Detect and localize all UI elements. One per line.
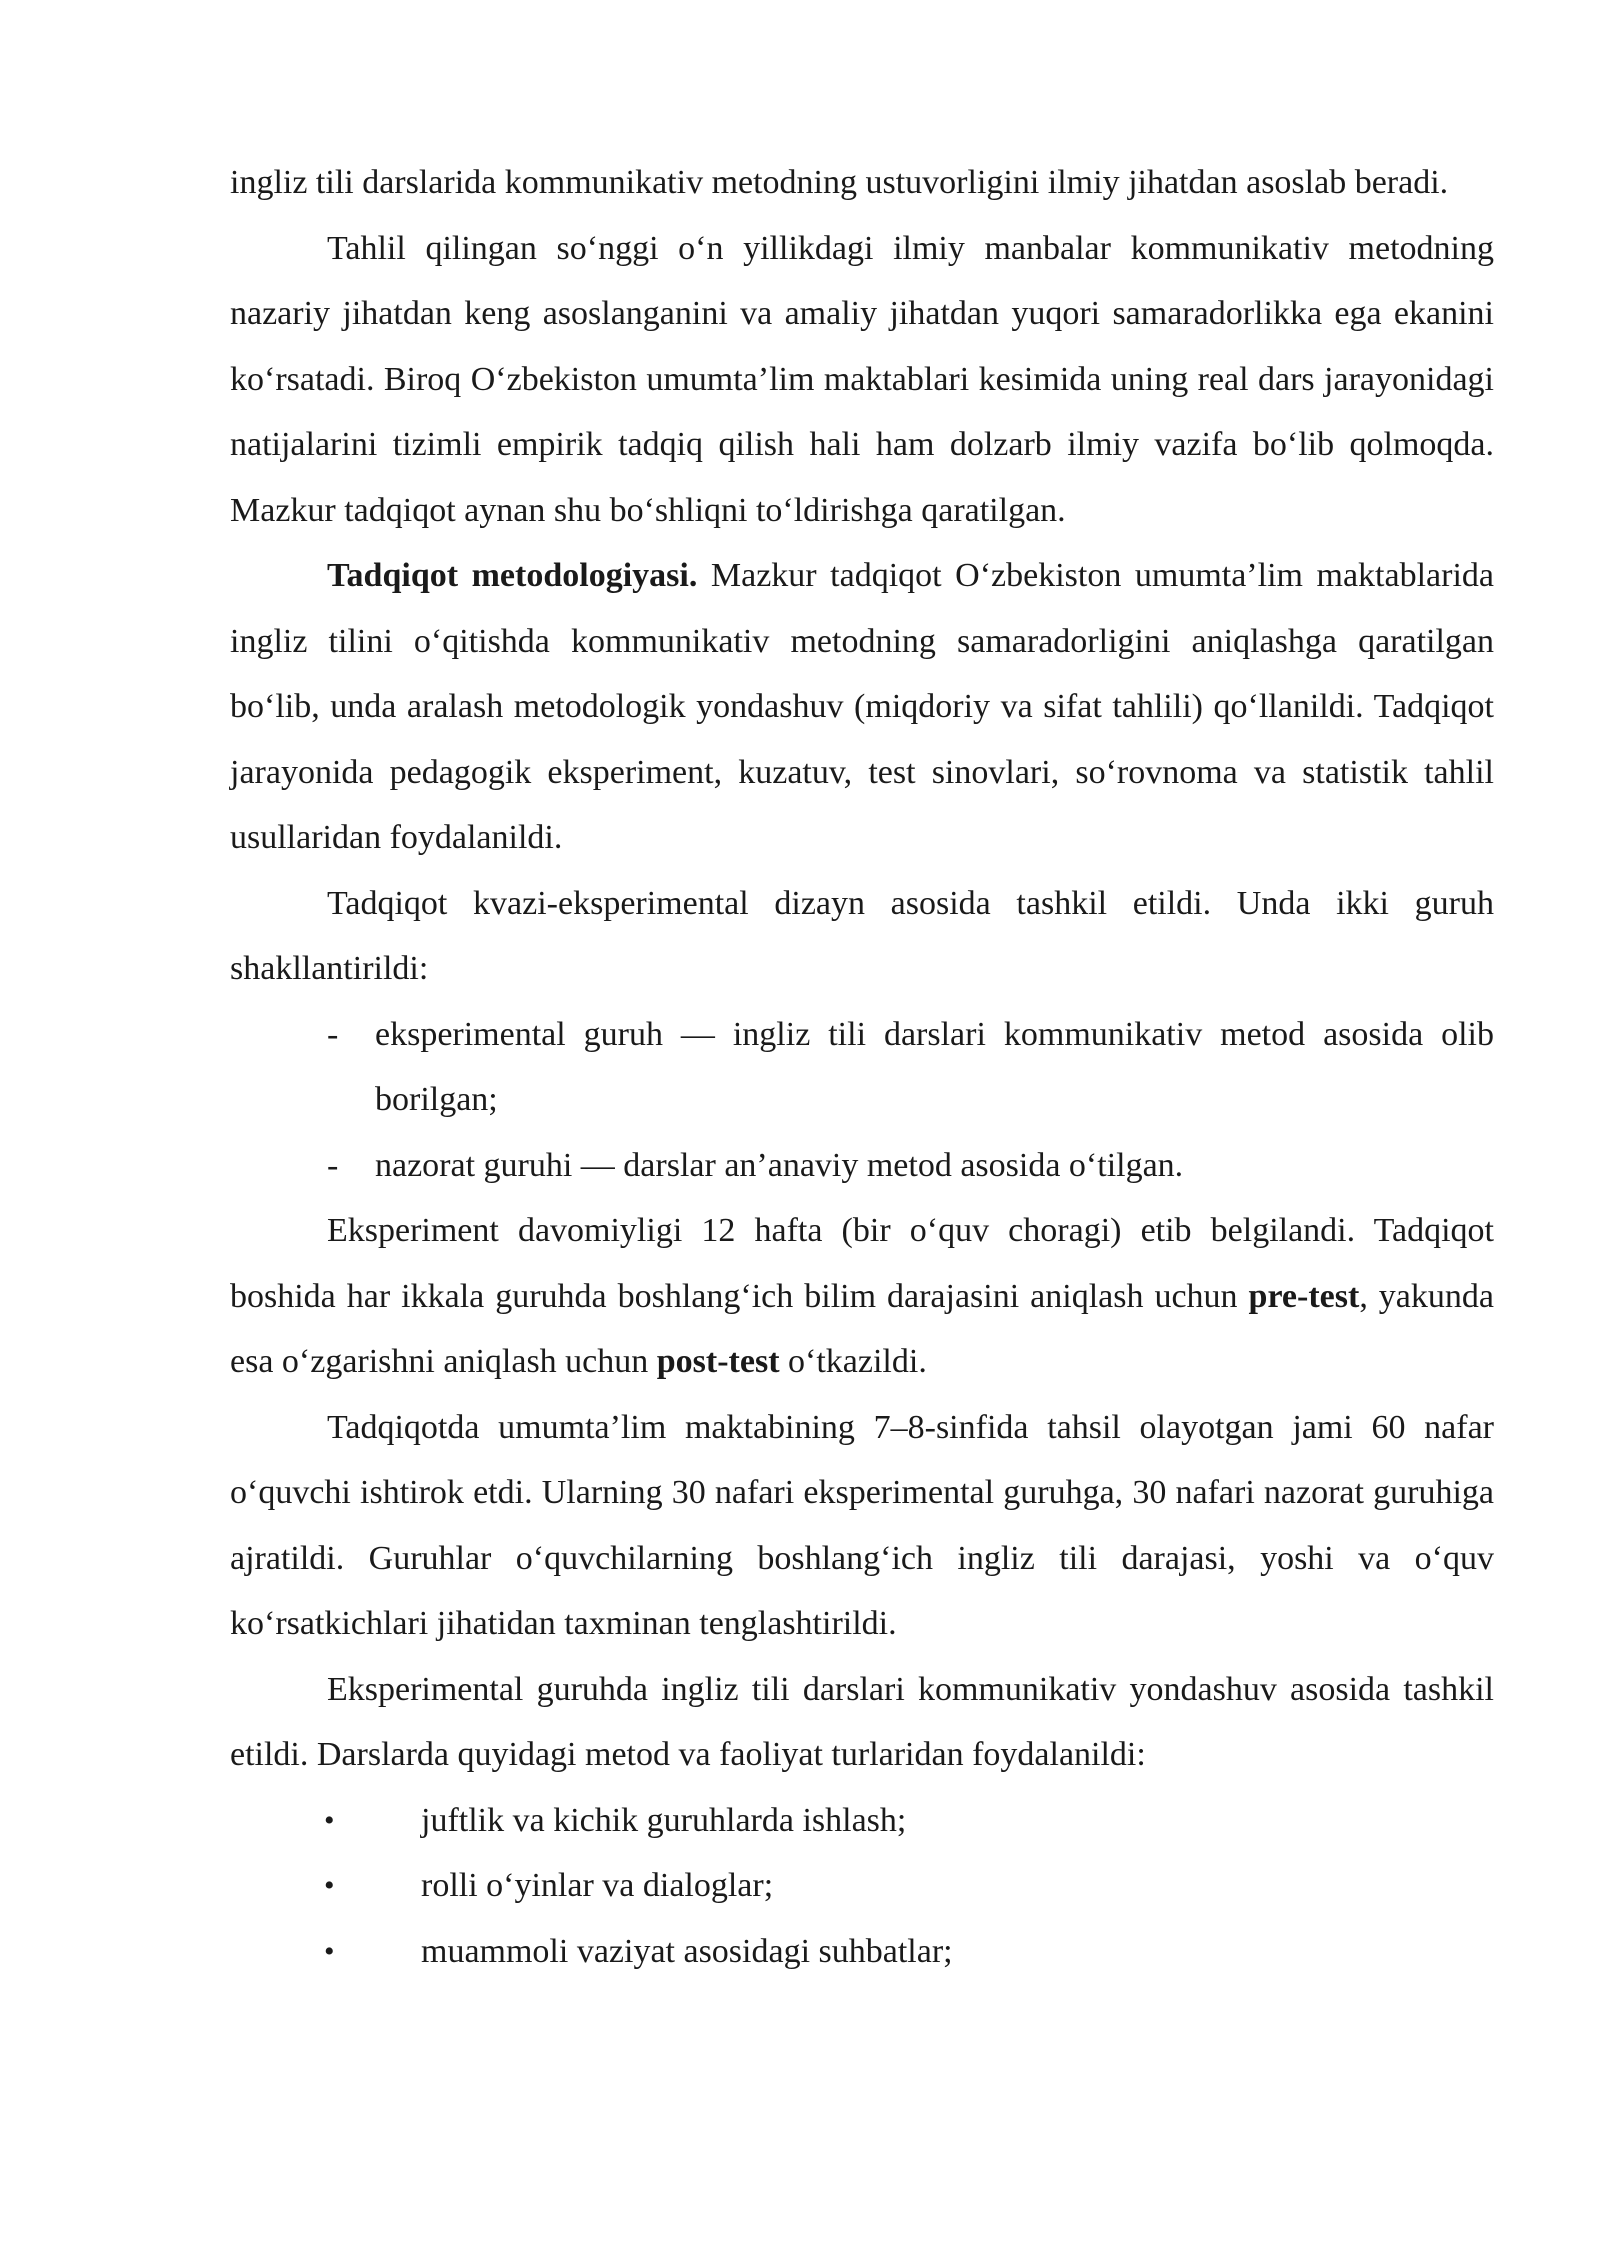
list-item — [230, 1919, 1494, 1985]
methodology-text: Mazkur tadqiqot O‘zbekiston umumta’lim maktablarida ingliz tilini o‘qitishda kommunikativ metodning samaradorligini aniqlashga qaratilgan bo‘lib, unda aralash metodologik yondashuv (miqdoriy va sifat tahlili) qo‘llanildi. Tadqiqot jarayonida pedagogik eksperiment, kuzatuv, test sinovlari, so‘rovnoma va statistik tahlil usullaridan foydalanildi. — [230, 557, 1494, 856]
bullet-marker: • — [324, 1934, 335, 1968]
list-item-text: eksperimental guruh — ingliz tili darslari kommunikativ metod asosida olib borilgan; — [375, 1015, 1494, 1118]
duration-text: o‘tkazildi. — [779, 1343, 927, 1380]
paragraph-design: Tadqiqot kvazi-eksperimental dizayn asosida tashkil etildi. Unda ikki guruh shakllantirildi: — [230, 884, 1494, 987]
paragraph-participants: Tadqiqotda umumta’lim maktabining 7–8-sinfida tahsil olayotgan jami 60 nafar o‘quvchi ishtirok etdi. Ularning 30 nafari eksperimental guruhga, 30 nafari nazorat guruhiga ajratildi. Guruhlar o‘quvchilarning boshlang‘ich ingliz tili darajasi, yoshi va o‘quv ko‘rsatkichlari jihatidan taxminan tenglashtirildi. — [230, 1408, 1494, 1642]
paragraph-methodology — [230, 543, 1494, 871]
bullet-marker: • — [324, 1803, 335, 1837]
list-item — [230, 1133, 1494, 1199]
paragraph-duration — [230, 1198, 1494, 1395]
bullet-marker: • — [324, 1869, 335, 1902]
duration-text: Eksperiment davomiyligi 12 hafta (bir o‘quv choragi) etib belgilandi. Tadqiqot boshida har ikkala guruhda boshlang‘ich bilim darajasini aniqlash uchun — [230, 1212, 1494, 1315]
list-item-text: rolli o‘yinlar va dialoglar; — [421, 1867, 774, 1904]
list-item — [230, 1002, 1494, 1133]
methodology-heading: Tadqiqot metodologiyasi. — [327, 557, 698, 594]
paragraph-intro-continuation: ingliz tili darslarida kommunikativ metodning ustuvorligini ilmiy jihatdan asoslab beradi. — [230, 164, 1449, 201]
list-item — [230, 1853, 1494, 1919]
list-item-text: juftlik va kichik guruhlarda ishlash; — [421, 1801, 907, 1839]
dash-marker: - — [327, 1015, 339, 1053]
paragraph-literature-analysis: Tahlil qilingan so‘nggi o‘n yillikdagi ilmiy manbalar kommunikativ metodning nazariy jihatdan keng asoslanganini va amaliy jihatdan yuqori samaradorlikka ega ekanini ko‘rsatadi. Biroq O‘zbekiston umumta’lim maktablari kesimida uning real dars jarayonidagi natijalarini tizimli empirik tadqiq qilish hali ham dolzarb ilmiy vazifa bo‘lib qolmoqda. Mazkur tadqiqot aynan shu bo‘shliqni to‘ldirishga qaratilgan. — [230, 229, 1494, 529]
pre-test-term: pre-test — [1248, 1277, 1360, 1315]
list-item-text: nazorat guruhi — darslar an’anaviy metod asosida o‘tilgan. — [375, 1146, 1184, 1184]
duration-text: , yakunda esa o‘zgarishni aniqlash uchun — [230, 1277, 1494, 1380]
list-item-text: muammoli vaziyat asosidagi suhbatlar; — [421, 1932, 953, 1970]
document-page — [230, 150, 1494, 1984]
paragraph-activities: Eksperimental guruhda ingliz tili darslari kommunikativ yondashuv asosida tashkil etildi. Darslarda quyidagi metod va faoliyat turlaridan foydalanildi: — [230, 1670, 1494, 1773]
list-item — [230, 1788, 1494, 1854]
group-list — [230, 1002, 1494, 1199]
activity-list — [230, 1788, 1494, 1985]
post-test-term: post-test — [656, 1343, 780, 1380]
dash-marker: - — [327, 1146, 339, 1184]
